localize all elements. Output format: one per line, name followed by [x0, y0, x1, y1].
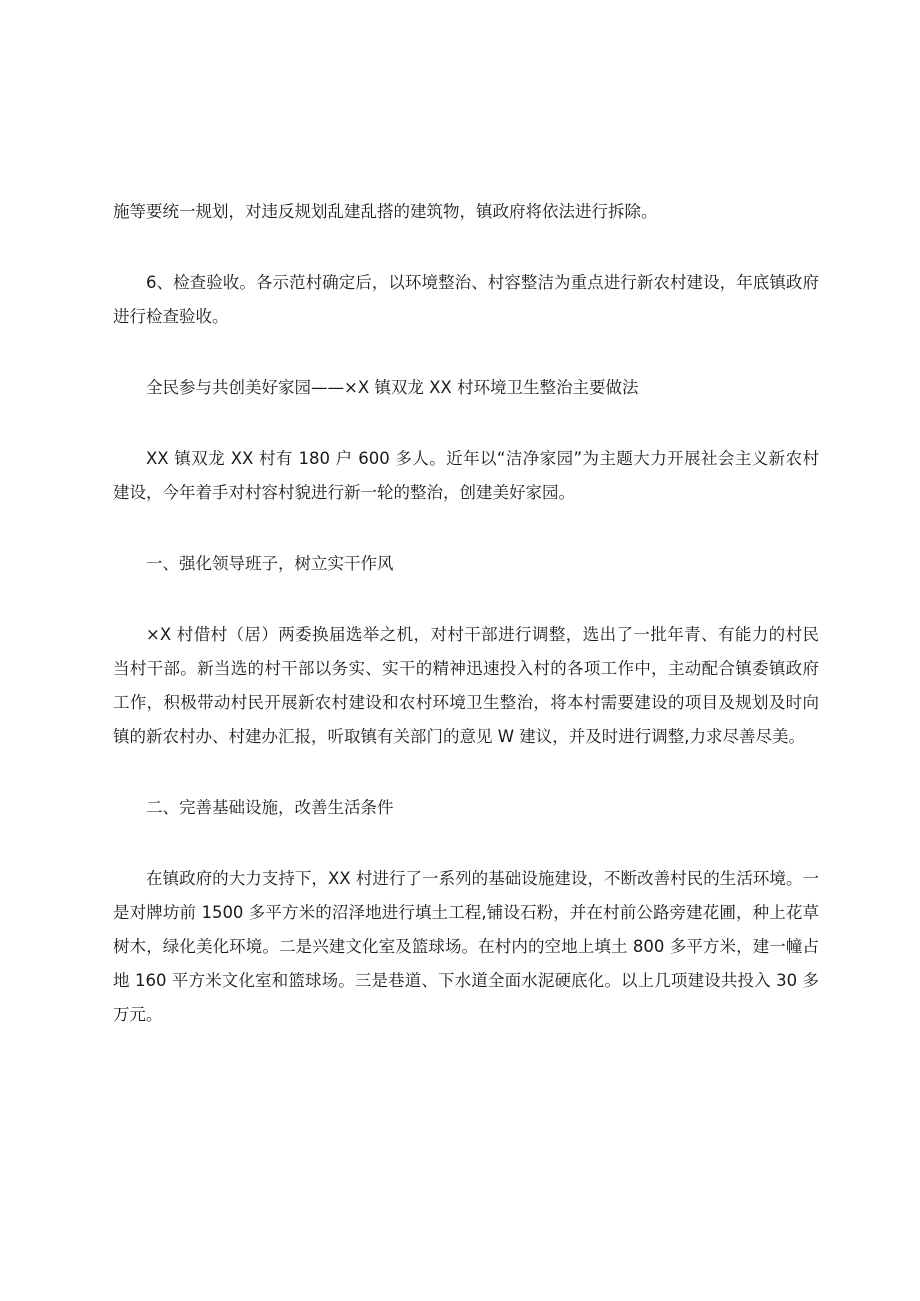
document-body — [113, 195, 819, 1069]
heading-infrastructure: 二、完善基础设施，改善生活条件 — [146, 798, 394, 817]
paragraph-continued-text: 施等要统一规划，对违反规划乱建乱搭的建筑物，镇政府将依法进行拆除。 — [113, 202, 658, 221]
paragraph-inspection: 6、检查验收。各示范村确定后，以环境整治、村容整洁为重点进行新农村建设，年底镇政府进行检查验收。 — [113, 273, 819, 326]
section-title: 全民参与共创美好家园——×X 镇双龙 XX 村环境卫生整治主要做法 — [146, 378, 639, 397]
paragraph-infrastructure: 在镇政府的大力支持下，XX 村进行了一系列的基础设施建设，不断改善村民的生活环境。一是对牌坊前 1500 多平方米的沼泽地进行填土工程,铺设石粉，并在村前公路旁建花圃，种上花草树木，绿化美化环境。二是兴建文化室及篮球场。在村内的空地上填土 800 多平方米，建一幢占地 160 平方米文化室和篮球场。三是巷道、下水道全面水泥硬底化。以上几项建设共投入 30 多万元。 — [113, 869, 819, 1024]
paragraph-leadership: ×X 村借村（居）两委换届选举之机，对村干部进行调整，选出了一批年青、有能力的村民当村干部。新当选的村干部以务实、实干的精神迅速投入村的各项工作中，主动配合镇委镇政府工作，积极带动村民开展新农村建设和农村环境卫生整治，将本村需要建设的项目及规划及时向镇的新农村办、村建办汇报，听取镇有关部门的意见 W 建议，并及时进行调整,力求尽善尽美。 — [113, 625, 819, 746]
heading-leadership: 一、强化领导班子，树立实干作风 — [146, 554, 394, 573]
paragraph-village-intro: XX 镇双龙 XX 村有 180 户 600 多人。近年以“洁净家园”为主题大力开展社会主义新农村建设，今年着手对村容村貌进行新一轮的整治，创建美好家园。 — [113, 449, 819, 502]
